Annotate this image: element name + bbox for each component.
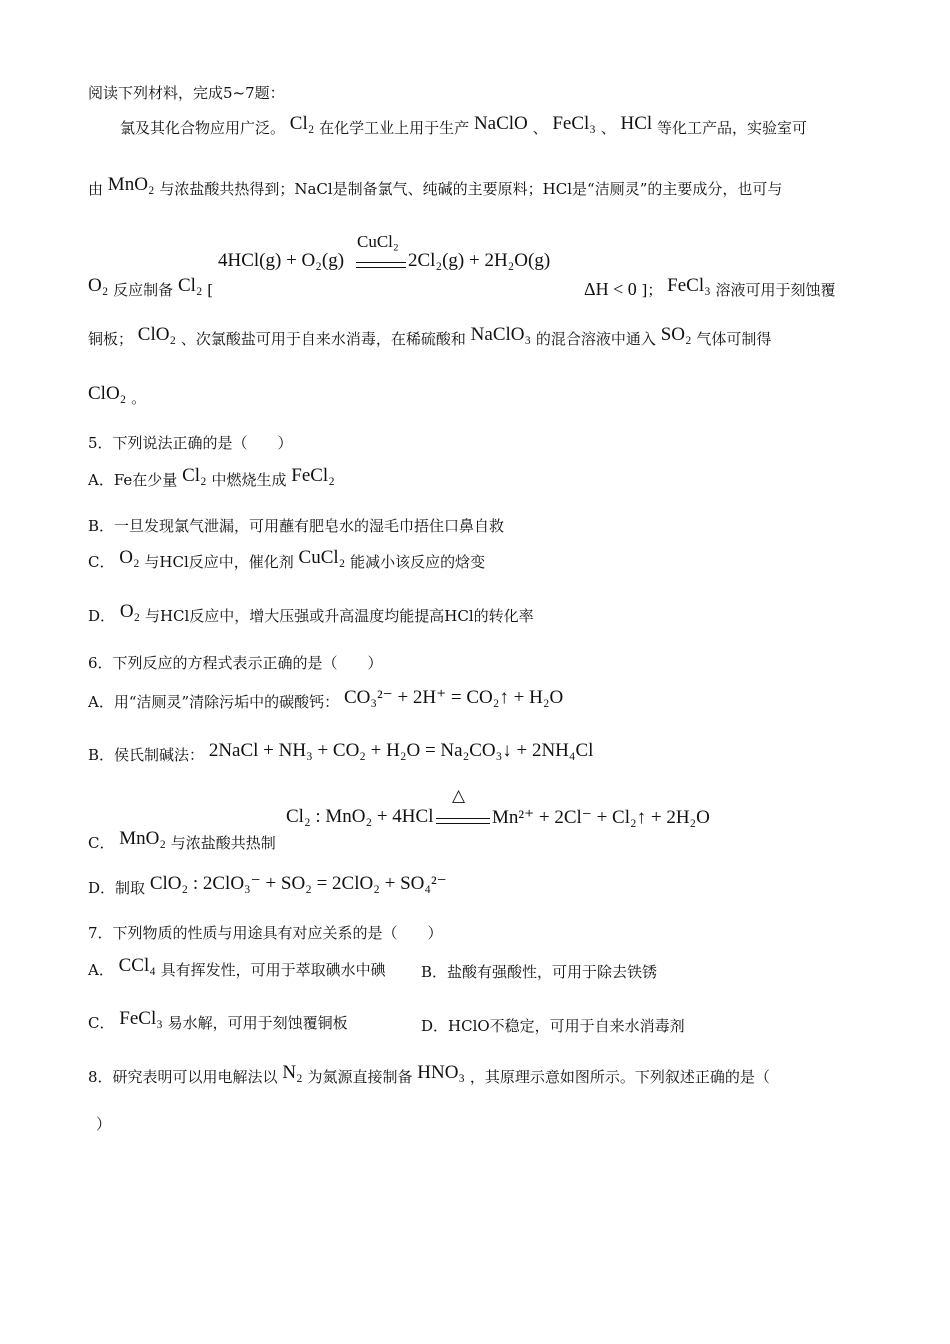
question-6-stem: 6．下列反应的方程式表示正确的是（ ） (88, 654, 383, 672)
equation-chlorine-lhs: Cl₂ : MnO₂ + 4HCl (286, 806, 434, 827)
equation-double-line (436, 818, 490, 824)
formula-clo2: ClO₂ (137, 324, 177, 345)
formula-fecl3: FeCl₃ (119, 1008, 163, 1029)
enthalpy-condition: ΔH < 0 (584, 279, 637, 299)
question-5-option-b: B．一旦发现氯气泄漏，可用蘸有肥皂水的湿毛巾捂住口鼻自救 (88, 517, 505, 535)
formula-cl2: Cl₂ (289, 113, 315, 134)
formula-cucl2: CuCl₂ (298, 547, 346, 568)
formula-clo2: ClO₂ (88, 383, 127, 404)
question-6-option-d: D．制取 ClO₂ : 2ClO₃⁻ + SO₂ = 2ClO₂ + SO₄²⁻ (88, 873, 447, 897)
formula-o2: O₂ (88, 275, 109, 296)
formula-hno3: HNO₃ (417, 1062, 466, 1083)
formula-mno2: MnO₂ (119, 828, 167, 849)
question-5-option-a: A．Fe在少量 Cl₂ 中燃烧生成 FeCl₂ (88, 465, 335, 489)
formula-n2: N₂ (282, 1062, 303, 1083)
equation-chlorine-rhs: Mn²⁺ + 2Cl⁻ + Cl₂↑ + 2H₂O (492, 807, 710, 828)
question-5-option-d: D． O₂ 与HCl反应中，增大压强或升高温度均能提高HCl的转化率 (88, 601, 534, 625)
question-6-option-c: C． MnO₂ 与浓盐酸共热制 (88, 828, 276, 852)
formula-so2: SO₂ (660, 324, 692, 345)
equation-double-line (356, 262, 406, 268)
formula-hcl: HCl (620, 113, 653, 134)
question-7-option-a: A． CCl₄ 具有挥发性，可用于萃取碘水中碘 (88, 955, 386, 979)
question-6-option-b: B．侯氏制碱法： 2NaCl + NH₃ + CO₂ + H₂O = Na₂CO₃↓ + 2NH₄Cl (88, 740, 594, 764)
formula-ccl4: CCl₄ (118, 955, 156, 976)
formula-o2: O₂ (119, 547, 140, 568)
formula-fecl3: FeCl₃ (552, 113, 596, 134)
equation-hcl-oxidation-rhs: 2Cl₂(g) + 2H₂O(g) (408, 250, 551, 271)
formula-fecl2: FeCl₂ (291, 465, 335, 486)
intro-paragraph-line-2: 由 MnO₂ 与浓盐酸共热得到；NaCl是制备氯气、纯碱的主要原料；HCl是“洁厕灵”的主要成分，也可与 (88, 174, 783, 198)
question-5-option-c: C． O₂ 与HCl反应中，催化剂 CuCl₂ 能减小该反应的焓变 (88, 547, 486, 571)
question-7-stem: 7．下列物质的性质与用途具有对应关系的是（ ） (88, 924, 443, 942)
question-7-option-b: B．盐酸有强酸性，可用于除去铁锈 (421, 963, 658, 981)
equation-heat-symbol: △ (452, 786, 466, 805)
equation-carbonate: CO₃²⁻ + 2H⁺ = CO₂↑ + H₂O (343, 687, 564, 708)
question-7-option-c: C． FeCl₃ 易水解，可用于刻蚀覆铜板 (88, 1008, 348, 1032)
formula-cl2: Cl₂ (177, 275, 203, 296)
question-7-option-d: D．HClO不稳定，可用于自来水消毒剂 (421, 1017, 685, 1035)
intro-paragraph-line-4: 铜板； ClO₂ 、次氯酸盐可用于自来水消毒，在稀硫酸和 NaClO₃ 的混合溶液中通入 SO₂ 气体可制得 (88, 324, 772, 348)
intro-paragraph-line-5: ClO₂ 。 (88, 383, 147, 407)
equation-hou-process: 2NaCl + NH₃ + CO₂ + H₂O = Na₂CO₃↓ + 2NH₄Cl (208, 740, 594, 761)
formula-mno2: MnO₂ (107, 174, 155, 195)
formula-cl2: Cl₂ (182, 465, 207, 486)
formula-fecl3: FeCl₃ (667, 275, 711, 296)
intro-paragraph-line-1: 氯及其化合物应用广泛。 Cl₂ 在化学工业上用于生产 NaClO 、 FeCl₃ 、 HCl 等化工产品，实验室可 (120, 113, 807, 137)
intro-heading: 阅读下列材料，完成5~7题： (88, 84, 285, 102)
question-5-stem: 5．下列说法正确的是（ ） (88, 434, 293, 452)
equation-catalyst: CuCl₂ (357, 232, 399, 251)
intro-paragraph-line-3: O₂ 反应制备 Cl₂ [ (88, 275, 214, 299)
equation-chlorine-dioxide: ClO₂ : 2ClO₃⁻ + SO₂ = 2ClO₂ + SO₄²⁻ (149, 873, 447, 894)
intro-paragraph-line-3-right: ΔH < 0 ]； FeCl₃ 溶液可用于刻蚀覆 (584, 275, 836, 299)
formula-naclo: NaClO (473, 113, 528, 134)
question-8-stem: 8．研究表明可以用电解法以 N₂ 为氮源直接制备 HNO₃ ，其原理示意如图所示。下列叙述正确的是（ (88, 1062, 770, 1086)
question-8-stem-close: ） (96, 1115, 112, 1133)
question-6-option-a: A．用“洁厕灵”清除污垢中的碳酸钙： CO₃²⁻ + 2H⁺ = CO₂↑ + H₂O (88, 687, 564, 711)
formula-o2: O₂ (119, 601, 141, 622)
equation-hcl-oxidation-lhs: 4HCl(g) + O₂(g) (218, 250, 345, 271)
formula-naclo3: NaClO₃ (470, 324, 532, 345)
